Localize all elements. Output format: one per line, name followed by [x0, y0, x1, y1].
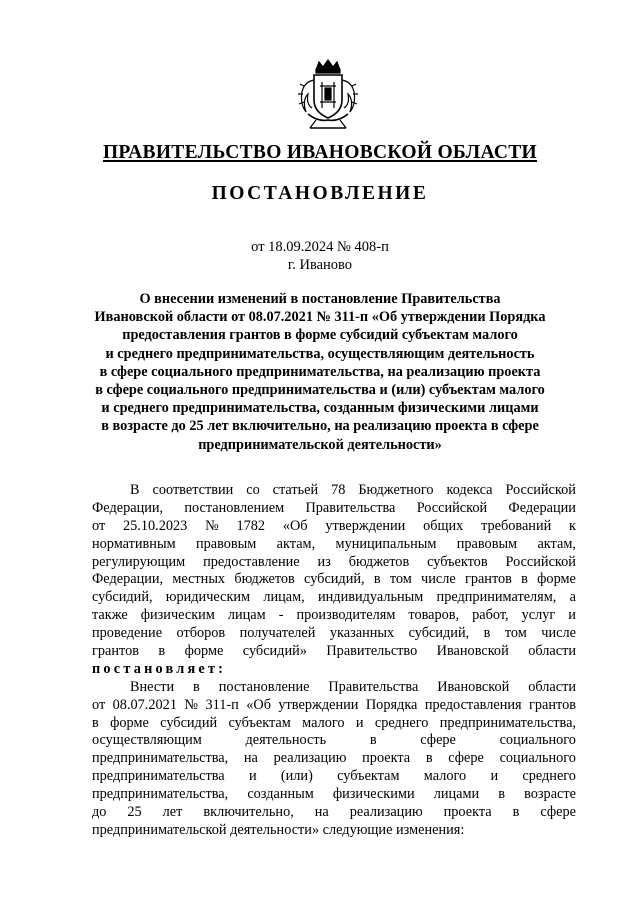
body-word: предпринимательства,	[92, 786, 229, 803]
body-word: субъектам	[228, 714, 291, 731]
body-word: Правительство	[326, 643, 418, 660]
body-word: предпринимателям,	[436, 589, 557, 606]
coat-of-arms-icon	[294, 56, 362, 134]
body-line	[92, 679, 576, 697]
body-word: лет	[162, 804, 183, 821]
body-word: №	[205, 517, 219, 534]
body-word: грантов	[529, 696, 576, 713]
body-word: субсидий	[160, 714, 218, 731]
body-line	[92, 804, 576, 822]
body-word: форме	[184, 643, 224, 660]
body-word: нормативным	[92, 535, 176, 552]
subject-line: предоставления грантов в форме субсидий субъектам малого	[122, 327, 518, 344]
body-word: соответствии	[152, 482, 234, 498]
subject-line: и среднего предпринимательства, созданным физическими лицами	[101, 400, 539, 417]
subject-line: О внесении изменений в постановление Правительства	[139, 291, 501, 307]
body-word: Российской	[505, 482, 576, 498]
body-word: Правительства	[328, 678, 419, 695]
subject-line: в сфере социального предпринимательства, на реализацию проекта	[99, 363, 541, 380]
body-word: субсидий,	[408, 625, 470, 642]
body-word: Федерации	[508, 499, 576, 516]
body-word: бюджетов	[234, 571, 295, 588]
body-word: статьей	[272, 482, 319, 498]
body-word: №	[184, 696, 199, 713]
body-word: к	[569, 517, 576, 534]
body-word: среднего	[522, 768, 576, 785]
body-word: социального	[499, 732, 576, 749]
body-word: «Об	[282, 517, 308, 534]
body-word: Российской	[505, 553, 576, 570]
body-word: актам,	[537, 535, 576, 552]
body-word: сфере	[448, 750, 484, 767]
body-word: в	[92, 714, 99, 731]
body-word: в	[512, 804, 520, 821]
body-line	[92, 750, 576, 768]
body-word: на	[243, 750, 258, 767]
body-word: кодекса	[446, 482, 493, 498]
organization-title	[0, 138, 640, 168]
body-word: а	[569, 589, 576, 606]
body-word: и	[248, 768, 257, 785]
body-word: реализацию	[349, 804, 423, 821]
body-word: в	[483, 625, 491, 642]
body-word: «Об	[246, 696, 271, 713]
body-word: субъектов	[427, 553, 488, 570]
body-word: проекта	[362, 750, 411, 767]
body-line	[92, 607, 576, 625]
body-word: лицам,	[263, 589, 305, 606]
body-word: в	[521, 571, 528, 588]
body-word: Правительства	[305, 499, 396, 516]
body-line	[92, 482, 576, 500]
body-word: от	[92, 517, 106, 534]
organization-name: ПРАВИТЕЛЬСТВО ИВАНОВСКОЙ ОБЛАСТИ	[102, 142, 538, 163]
document-body	[92, 482, 576, 840]
body-word: физическим	[140, 607, 215, 624]
document-city: г. Иваново	[287, 257, 353, 273]
body-line	[92, 697, 576, 715]
body-word: субсидий»	[242, 643, 307, 660]
body-word: осуществляющим	[92, 732, 202, 749]
body-word: юридическим	[165, 589, 251, 606]
body-word: том	[389, 571, 412, 588]
body-word: в	[498, 786, 506, 803]
body-word: Бюджетного	[358, 482, 434, 498]
body-word: общих	[423, 517, 464, 534]
body-word: работ,	[472, 607, 509, 624]
body-word: индивидуальным	[318, 589, 424, 606]
body-word: 78	[331, 482, 346, 498]
body-word: получателей	[239, 625, 316, 642]
body-word: муниципальным	[335, 535, 437, 552]
body-word: требований	[481, 517, 552, 534]
body-word: 311-п	[205, 696, 239, 713]
body-word: и	[490, 768, 499, 785]
body-word: услуг	[521, 607, 556, 624]
body-word: Порядка	[365, 696, 418, 713]
body-word: в	[425, 750, 433, 767]
document-type: ПОСТАНОВЛЕНИЕ	[211, 183, 429, 204]
body-word: постановление	[218, 678, 310, 695]
body-word: предоставления	[424, 696, 522, 713]
body-word: со	[246, 482, 260, 498]
body-word: малого	[423, 768, 467, 785]
subject-line: в возрасте до 25 лет включительно, на реализацию проекта в сфере	[101, 418, 539, 435]
body-word: лицам	[227, 607, 266, 624]
body-word: форме	[537, 571, 576, 588]
body-line	[92, 589, 576, 607]
body-word: числе	[421, 571, 456, 588]
body-word: правовым	[195, 535, 257, 552]
body-word: от	[92, 696, 106, 713]
body-word: деятельность	[245, 732, 327, 749]
body-word: грантов	[464, 571, 512, 588]
body-word: предпринимательства	[92, 768, 225, 785]
body-word: включительно,	[203, 804, 294, 821]
body-word: среднего	[374, 714, 429, 731]
subject-line: в сфере социального предпринимательства и (или) субъектам малого	[95, 382, 545, 399]
body-word: -	[278, 607, 284, 624]
body-word: утверждении	[278, 696, 359, 713]
body-line	[92, 500, 576, 518]
body-word: правовым	[456, 535, 518, 552]
body-word: сфере	[540, 804, 576, 821]
body-word: производителям	[296, 607, 396, 624]
subject-line: Ивановской области от 08.07.2021 № 311-п «Об утверждении Порядка	[94, 309, 546, 326]
body-word: Ивановской	[437, 678, 510, 695]
body-word: области	[528, 678, 576, 695]
body-line	[92, 643, 576, 661]
body-word: субъектам	[337, 768, 400, 785]
body-word: субсидий,	[304, 571, 365, 588]
body-line	[92, 715, 576, 733]
body-word: 1782	[236, 517, 266, 534]
decree-word: постановляет:	[92, 660, 227, 677]
body-line	[92, 625, 576, 643]
body-word: (или)	[280, 768, 313, 785]
body-word: физическими	[332, 786, 415, 803]
body-line	[92, 786, 576, 804]
body-word: Федерации,	[92, 499, 164, 516]
body-word: проведение	[92, 625, 163, 642]
body-word: отборов	[176, 625, 226, 642]
body-word: указанных	[329, 625, 395, 642]
body-line	[92, 768, 576, 786]
body-line	[92, 518, 576, 536]
body-word: утверждении	[325, 517, 406, 534]
body-word: 08.07.2021	[112, 696, 177, 713]
subject-line: предпринимательской деятельности»	[198, 436, 442, 453]
body-word: Внести	[130, 678, 175, 695]
body-word: возрасте	[524, 786, 576, 803]
body-word: постановлением	[184, 499, 285, 516]
body-word: Российской	[416, 499, 488, 516]
body-word: из	[317, 553, 331, 570]
body-word: числе	[541, 625, 576, 642]
body-word: созданным	[247, 786, 314, 803]
subject-line: и среднего предпринимательства, осуществляющим деятельность	[105, 345, 535, 362]
body-word: местных	[172, 571, 226, 588]
body-word: Федерации,	[92, 571, 164, 588]
body-word: грантов	[92, 643, 139, 660]
body-word: социального	[499, 750, 576, 767]
body-word: актам,	[276, 535, 316, 552]
document-date-number: от 18.09.2024 № 408-п	[251, 239, 389, 255]
body-text: предпринимательской деятельности» следующие изменения:	[92, 821, 465, 838]
body-word: 25.10.2023	[122, 517, 188, 534]
body-word: бюджетов	[348, 553, 410, 570]
body-word: регулирующим	[92, 553, 186, 570]
body-line	[92, 554, 576, 572]
body-word: на	[314, 804, 329, 821]
body-word: в	[158, 643, 166, 660]
document-subject	[70, 290, 570, 454]
body-word: предоставление	[203, 553, 300, 570]
body-line-decree	[92, 661, 576, 679]
body-word: также	[92, 607, 128, 624]
body-word: 25	[127, 804, 142, 821]
body-word: товаров,	[408, 607, 460, 624]
body-word: в	[369, 732, 377, 749]
body-line	[92, 822, 576, 840]
body-word: форме	[110, 714, 149, 731]
body-word: предпринимательства,	[439, 714, 576, 731]
body-word: том	[504, 625, 527, 642]
body-line	[92, 536, 576, 554]
body-word: в	[193, 678, 200, 695]
body-word: субсидий,	[92, 589, 153, 606]
body-line	[92, 732, 576, 750]
body-word: предпринимательства,	[92, 750, 229, 767]
body-word: лицами	[433, 786, 480, 803]
body-word: в	[373, 571, 381, 588]
body-word: проекта	[443, 804, 492, 821]
body-word: малого	[302, 714, 345, 731]
body-word: В	[130, 482, 140, 498]
body-word: Ивановской	[436, 643, 509, 660]
body-word: до	[92, 804, 107, 821]
body-word: области	[528, 643, 576, 660]
body-word: реализацию	[273, 750, 347, 767]
body-line	[92, 571, 576, 589]
body-word: и	[568, 607, 576, 624]
body-word: и	[355, 714, 364, 731]
body-word: сфере	[420, 732, 456, 749]
